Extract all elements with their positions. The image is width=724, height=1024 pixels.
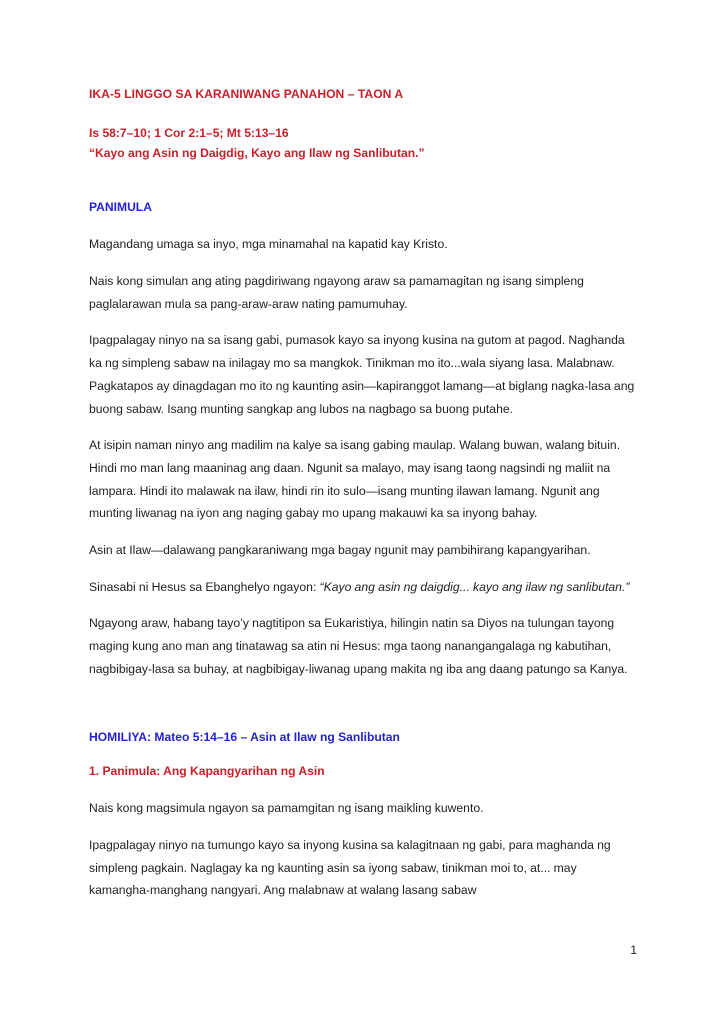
section-heading-panimula: PANIMULA — [89, 200, 152, 215]
theme-quote: “Kayo ang Asin ng Daigdig, Kayo ang Ilaw ng Sanlibutan.” — [89, 145, 425, 160]
panimula-paragraph-3: Ipagpalagay ninyo na sa isang gabi, pumasok kayo sa inyong kusina na gutom at pagod. Naghanda ka ng simpleng sabaw na inilagay mo sa mangkok. Tinikman mo ito...wala siyang lasa. Malabnaw. Pagkatapos ay dinagdagan mo ito ng kaunting asin—kapiranggot lamang—at biglang nagka-lasa ang buong sabaw. Isang munting sangkap ang lubos na nagbago sa buong putahe. — [89, 333, 635, 416]
panimula-closing-paragraph: Ngayong araw, habang tayo’y nagtitipon sa Eukaristiya, hilingin natin sa Diyos na tulungan tayong maging kung ano man ang tinatawag sa atin ni Hesus: mga taong nanangangalaga ng kabutihan, nagbibigay-lasa sa buhay, at nagbibigay-liwanag upang makita ng iba ang daang patungo sa Kanya. — [89, 616, 628, 676]
gospel-quote-italic: “Kayo ang asin ng daigdig... kayo ang ilaw ng sanlibutan.” — [319, 579, 630, 594]
panimula-paragraph-4: At isipin naman ninyo ang madilim na kalye sa isang gabing maulap. Walang buwan, walang bituin. Hindi mo man lang maaninag ang daan. Ngunit sa malayo, may isang taong nagsindi ng maliit na lampara. Hindi ito malawak na ilaw, hindi rin ito sulo—isang munting ilawan lamang. Ngunit ang munting liwanag na iyon ang naging gabay mo upang makauwi ka sa inyong bahay. — [89, 438, 621, 521]
homiliya-paragraph-1: Nais kong magsimula ngayon sa pamamgitan ng isang maikling kuwento. — [89, 801, 484, 816]
scripture-reference: Is 58:7–10; 1 Cor 2:1–5; Mt 5:13–16 — [89, 126, 289, 141]
panimula-paragraph-2: Nais kong simulan ang ating pagdiriwang ngayong araw sa pamamagitan ng isang simpleng paglalarawan mula sa pang-araw-araw nating pamumuhay. — [89, 274, 584, 311]
page-number: 1 — [630, 943, 637, 957]
section-heading-homiliya: HOMILIYA: Mateo 5:14–16 – Asin at Ilaw ng Sanlibutan — [89, 730, 400, 745]
homiliya-paragraph-2: Ipagpalagay ninyo na tumungo kayo sa inyong kusina sa kalagitnaan ng gabi, para maghanda ng simpleng pagkain. Naglagay ka ng kaunting asin sa iyong sabaw, tinikman moi to, at... may kamangha-manghang nangyari. Ang malabnaw at walang lasang sabaw — [89, 837, 611, 898]
subsection-heading-panimula-asin: 1. Panimula: Ang Kapangyarihan ng Asin — [89, 764, 325, 779]
document-content — [89, 86, 636, 902]
section-spacer — [89, 694, 636, 729]
panimula-paragraph-1: Magandang umaga sa inyo, mga minamahal na kapatid kay Kristo. — [89, 237, 448, 252]
scripture-reference-block — [89, 124, 636, 163]
gospel-quote-lead: Sinasabi ni Hesus sa Ebanghelyo ngayon: — [89, 579, 320, 594]
document-title: IKA-5 LINGGO SA KARANIWANG PANAHON – TAON A — [89, 87, 404, 101]
gospel-quote-paragraph — [89, 576, 636, 599]
panimula-paragraph-5: Asin at Ilaw—dalawang pangkaraniwang mga bagay ngunit may pambihirang kapangyarihan. — [89, 542, 591, 557]
